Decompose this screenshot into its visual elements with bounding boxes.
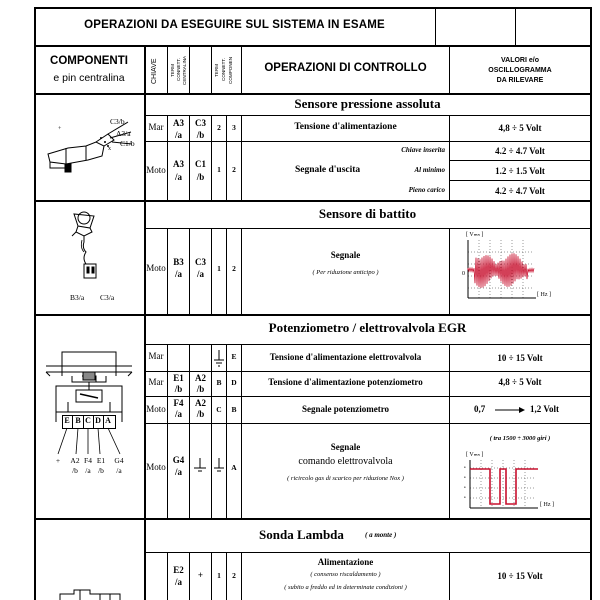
pressure-label-plus: + — [58, 126, 62, 132]
battito-p1: 1 — [217, 264, 221, 273]
pressione-row1-t2: C3 — [195, 118, 206, 128]
egr-row1-chiave: Mar — [148, 351, 164, 361]
pressione-row2-t2: C1 — [195, 159, 206, 169]
egr-row4-op2: comando elettrovalvola — [298, 456, 393, 467]
egr-pin-e1: E1 — [96, 456, 106, 465]
egr-row3-chiave: Moto — [146, 404, 166, 414]
scope-tick: • — [464, 486, 466, 491]
pressione-val-al-minimo: 1.2 ÷ 1.5 Volt — [495, 166, 545, 176]
egr-pin-a2: A2 — [70, 456, 80, 465]
egr-row2-val: 4,8 ÷ 5 Volt — [498, 377, 542, 387]
document-title: OPERAZIONI DA ESEGUIRE SUL SISTEMA IN ESAME — [84, 19, 385, 31]
egr-row2-chiave: Mar — [148, 377, 164, 387]
battito-t2b: /a — [196, 269, 204, 279]
egr-pin-f4: F4 — [84, 456, 92, 465]
header-term-centralina-1: TERM — [170, 63, 175, 77]
ground-icon — [212, 348, 226, 368]
egr-pin-f4-sub: /a — [85, 466, 91, 475]
egr-connector-pin-d: D — [95, 416, 101, 425]
egr-pin-g4-sub: /a — [116, 466, 122, 475]
pressure-label-x: x — [108, 146, 111, 152]
egr-row2-p1: B — [216, 378, 222, 387]
egr-row3-val-max: 1,2 Volt — [530, 404, 560, 414]
arrow-right-icon — [493, 405, 527, 415]
lambda-op: Alimentazione — [317, 557, 374, 567]
egr-pin-plus: + — [55, 456, 61, 465]
pressione-row1-chiave: Mar — [148, 122, 164, 132]
pressione-row1-t1b: /a — [174, 130, 182, 140]
lambda-op-note1: ( consenso riscaldamento ) — [310, 571, 381, 578]
scope-tick: • — [464, 476, 466, 481]
header-term-component-2: CONNETT. — [221, 58, 226, 82]
pressure-label-c1b: C1/b — [120, 139, 135, 148]
battito-p2: 2 — [232, 264, 236, 273]
egr-row3-op: Segnale potenziometro — [301, 404, 390, 414]
battito-scope-x-unit: [ Hz ] — [537, 292, 551, 298]
egr-row2-op: Tensione d'alimentazione potenziometro — [268, 377, 423, 387]
pressione-row2-p1: 1 — [217, 165, 221, 174]
battito-oscillogram — [468, 240, 538, 300]
egr-row4-op-note: ( ricircolo gas di scarico per riduzione Nox ) — [287, 475, 404, 482]
egr-row3-val-min: 0,7 — [474, 404, 486, 414]
knock-label-c3a: C3/a — [100, 293, 115, 302]
knock-label-b3a: B3/a — [70, 293, 85, 302]
pressione-cond-al-minimo: Al minimo — [414, 166, 445, 174]
egr-row1-op: Tensione d'alimentazione elettrovalvola — [269, 352, 422, 362]
egr-scope-y-unit: [ Vₘₙ ] — [466, 452, 484, 458]
header-valori-3: DA RILEVARE — [496, 77, 544, 84]
pressure-label-c3b: C3/b — [110, 117, 125, 126]
egr-row4-chiave: Moto — [146, 462, 166, 472]
egr-row3-t2: A2 — [195, 398, 206, 408]
section-title-lambda: Sonda Lambda — [259, 527, 344, 542]
scope-tick: • — [464, 496, 466, 501]
lambda-val: 10 ÷ 15 Volt — [497, 571, 543, 581]
pressure-label-a3a: A3/a — [116, 129, 131, 138]
egr-row3-t1: F4 — [173, 398, 184, 408]
pressione-row1-t1: A3 — [173, 118, 184, 128]
header-term-centralina-3: CENTRALINA — [182, 55, 187, 85]
pressione-row2-t1b: /a — [174, 172, 182, 182]
pressione-cond-pieno-carico: Pieno carico — [408, 186, 445, 194]
header-pin-centralina: e pin centralina — [53, 72, 125, 84]
frame-right — [590, 7, 592, 600]
battito-scope-y-unit: [ Vₘₙ ] — [466, 232, 484, 238]
frame-top — [34, 7, 591, 9]
ground-icon — [190, 456, 211, 476]
lambda-p1: 1 — [217, 571, 221, 580]
egr-row2-t1b: /b — [174, 384, 183, 394]
egr-scope-x-unit: [ Hz ] — [540, 502, 554, 508]
egr-row3-t1b: /a — [174, 409, 182, 419]
pressione-row1-p2: 3 — [232, 123, 236, 132]
knock-sensor-drawing — [62, 206, 122, 296]
egr-row2-t2b: /b — [196, 384, 205, 394]
frame-left — [34, 7, 36, 600]
battito-op-note: ( Per riduzione anticipo ) — [312, 269, 379, 276]
section-title-pressione: Sensore pressione assoluta — [294, 96, 441, 111]
battito-t2: C3 — [195, 257, 206, 267]
pressione-row1-p1: 2 — [217, 123, 221, 132]
header-term-centralina-2: CONNETT. — [176, 58, 181, 82]
pressione-row2-op: Segnale d'uscita — [295, 165, 361, 175]
egr-pin-a2-sub: /b — [72, 466, 78, 475]
egr-row4-t1b: /a — [174, 467, 182, 477]
egr-row1-p2: E — [231, 352, 237, 361]
battito-chiave: Moto — [146, 263, 166, 273]
egr-row2-t2: A2 — [195, 373, 206, 383]
egr-connector-pin-a: A — [105, 416, 111, 425]
egr-row4-t1: G4 — [172, 455, 185, 465]
egr-wires — [50, 428, 130, 458]
egr-pin-e1-sub: /b — [98, 466, 104, 475]
egr-row3-p2: B — [231, 405, 237, 414]
pressione-row2-p2: 2 — [232, 165, 236, 174]
pressione-row1-op: Tensione d'alimentazione — [294, 122, 397, 132]
section-subtitle-lambda: ( a monte ) — [365, 531, 397, 539]
lambda-sensor-drawing — [50, 584, 140, 600]
egr-row3-t2b: /b — [196, 409, 205, 419]
pressione-val-pieno-carico: 4.2 ÷ 4.7 Volt — [495, 186, 545, 196]
header-valori-2: OSCILLOGRAMMA — [488, 67, 552, 74]
ground-icon — [212, 456, 226, 476]
header-componenti: COMPONENTI — [50, 55, 128, 67]
egr-row4-val-note: ( tra 1500 ÷ 3000 giri ) — [489, 435, 551, 442]
header-term-component-3: COMPONEN — [228, 56, 233, 84]
scope-tick: • — [464, 466, 466, 471]
lambda-t1: E2 — [173, 565, 184, 575]
egr-row3-p1: C — [216, 405, 222, 414]
lambda-t2: + — [197, 570, 204, 580]
egr-oscillogram — [470, 460, 540, 512]
lambda-op-note2: ( subito a freddo ed in determinate condizioni ) — [284, 584, 407, 591]
battito-op: Segnale — [330, 250, 361, 260]
egr-row2-t1: E1 — [173, 373, 184, 383]
header-term-component-1: TERM — [214, 63, 219, 77]
pressione-row2-chiave: Moto — [146, 165, 166, 175]
egr-row4-p2: A — [231, 463, 237, 472]
egr-row1-val: 10 ÷ 15 Volt — [497, 353, 543, 363]
egr-pin-g4: G4 — [114, 456, 124, 465]
section-title-egr: Potenziometro / elettrovalvola EGR — [268, 320, 467, 335]
pressione-cond-chiave-inserita: Chiave inserita — [401, 146, 445, 154]
battito-t1: B3 — [173, 257, 184, 267]
pressione-row1-val: 4,8 ÷ 5 Volt — [498, 123, 542, 133]
egr-connector-pin-b: B — [75, 416, 81, 425]
lambda-p2: 2 — [232, 571, 236, 580]
pressione-row2-t2b: /b — [196, 172, 205, 182]
pressione-row1-t2b: /b — [196, 130, 205, 140]
pressione-val-chiave-inserita: 4.2 ÷ 4.7 Volt — [495, 146, 545, 156]
battito-scope-zero: 0 — [462, 271, 465, 277]
header-chiave: CHIAVE — [151, 58, 158, 84]
section-title-battito: Sensore di battito — [318, 206, 417, 221]
egr-connector-pin-e: E — [64, 416, 70, 425]
battito-t1b: /a — [174, 269, 182, 279]
pressione-row2-t1: A3 — [173, 159, 184, 169]
egr-row4-op: Segnale — [330, 442, 361, 452]
lambda-t1b: /a — [174, 577, 182, 587]
egr-row2-p2: D — [231, 378, 237, 387]
header-operazioni: OPERAZIONI DI CONTROLLO — [264, 62, 427, 74]
header-valori-1: VALORI e/o — [501, 57, 539, 64]
egr-connector-pin-c: C — [85, 416, 91, 425]
